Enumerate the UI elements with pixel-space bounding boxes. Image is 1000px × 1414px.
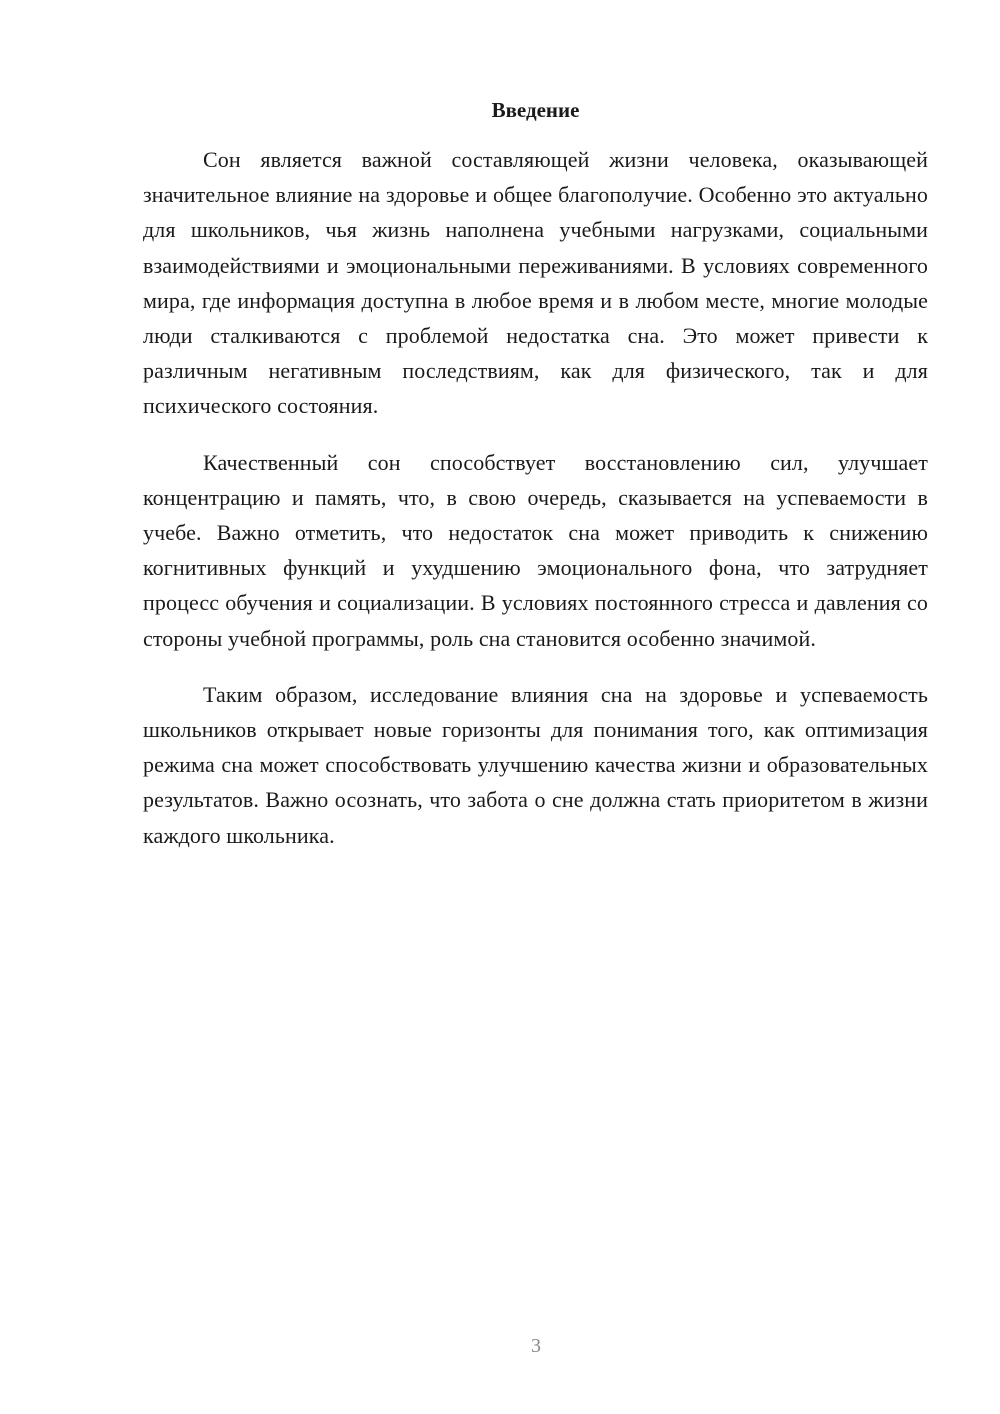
section-heading: Введение [491,98,580,122]
page-content [143,92,928,874]
paragraph-2: Качественный сон способствует восстановлению сил, улучшает концентрацию и память, что, в свою очередь, сказывается на успеваемости в учебе. Важно отметить, что недостаток сна может приводить к снижению когнитивных функций и ухудшению эмоционального фона, что затрудняет процесс обучения и социализации. В условиях постоянного стресса и давления со стороны учебной программы, роль сна становится особенно значимой. [143,449,928,651]
paragraph-1: Сон является важной составляющей жизни человека, оказывающей значительное влияние на здоровье и общее благополучие. Особенно это актуально для школьников, чья жизнь наполнена учебными нагрузками, социальными взаимодействиями и эмоциональными переживаниями. В условиях современного мира, где информация доступна в любое время и в любом месте, многие молодые люди сталкиваются с проблемой недостатка сна. Это может привести к различным негативным последствиям, как для физического, так и для психического состояния. [143,147,928,419]
paragraph-3: Таким образом, исследование влияния сна на здоровье и успеваемость школьников открывает новые горизонты для понимания того, как оптимизация режима сна может способствовать улучшению качества жизни и образовательных результатов. Важно осознать, что забота о сне должна стать приоритетом в жизни каждого школьника. [143,681,928,848]
page-number: 3 [531,1335,541,1357]
